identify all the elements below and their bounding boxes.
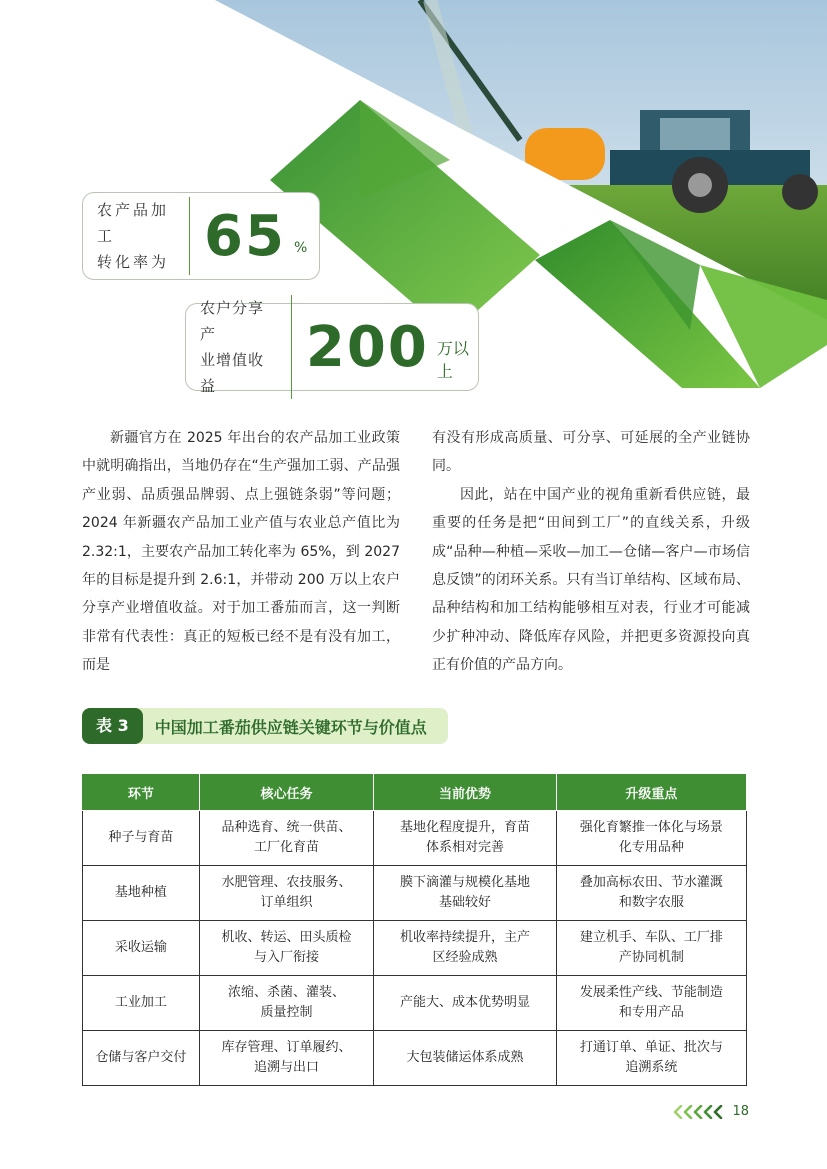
stat-card-farmer-benefit [185, 299, 479, 395]
page-number: 18 [732, 1104, 749, 1119]
table-cell: 强化育繁推一体化与场景 化专用品种 [556, 811, 746, 866]
page-footer [672, 1104, 749, 1119]
table-cell: 水肥管理、农技服务、 订单组织 [199, 866, 374, 921]
table-cell: 机收率持续提升，主产 区经验成熟 [374, 921, 556, 976]
column-header: 当前优势 [374, 774, 556, 811]
table-row [83, 811, 747, 866]
stat-label: 农产品加工 转化率为 [97, 197, 190, 275]
table-cell: 大包装储运体系成熟 [374, 1031, 556, 1086]
table-cell: 工业加工 [83, 976, 200, 1031]
paragraph: 有没有形成高质量、可分享、可延展的全产业链协同。 [432, 430, 750, 475]
table-cell: 打通订单、单证、批次与 追溯系统 [556, 1031, 746, 1086]
column-header: 环节 [83, 774, 200, 811]
table-cell: 膜下滴灌与规模化基地 基础较好 [374, 866, 556, 921]
table-header-row [83, 774, 747, 811]
supply-chain-table [82, 773, 747, 1086]
table-cell: 建立机手、车队、工厂排 产协同机制 [556, 921, 746, 976]
paragraph: 新疆官方在 2025 年出台的农产品加工业政策中就明确指出，当地仍存在“生产强加工弱、产品强产业弱、品质强品牌弱、点上强链条弱”等问题；2024 年新疆农产品加工业产值与农业总产值比为 2.32:1，主要农产品加工转化率为 65%，到 2027 年的目标是提升到 2.6:1，并带动 200 万以上农户分享产业增值收益。对于加工番茄而言，这一判断非常有代表性：真正的短板已经不是有没有加工，而是 [82, 430, 400, 674]
table-cell: 机收、转运、田头质检 与入厂衔接 [199, 921, 374, 976]
table-cell: 基地种植 [83, 866, 200, 921]
table-row [83, 866, 747, 921]
table-cell: 仓储与客户交付 [83, 1031, 200, 1086]
chevrons-left-icon [672, 1105, 726, 1119]
table-cell: 品种选育、统一供苗、 工厂化育苗 [199, 811, 374, 866]
column-header: 核心任务 [199, 774, 374, 811]
column-header: 升级重点 [556, 774, 746, 811]
body-text-right-column [432, 424, 750, 680]
stat-unit: 万以上 [436, 339, 469, 381]
stat-unit: % [293, 240, 308, 256]
stat-value: 200 [305, 314, 429, 380]
table-title: 中国加工番茄供应链关键环节与价值点 [154, 717, 427, 737]
table-caption [82, 708, 448, 744]
table-row [83, 921, 747, 976]
table-row [83, 1031, 747, 1086]
table-cell: 采收运输 [83, 921, 200, 976]
stat-label: 农户分享产 业增值收益 [200, 295, 292, 399]
table-cell: 基地化程度提升，育苗 体系相对完善 [374, 811, 556, 866]
stat-card-processing-rate [82, 192, 320, 280]
paragraph: 因此，站在中国产业的视角重新看供应链，最重要的任务是把“田间到工厂”的直线关系，升级成“品种—种植—采收—加工—仓储—客户—市场信息反馈”的闭环关系。只有当订单结构、区域布局、品种结构和加工结构能够相互对表，行业才可能减少扩种冲动、降低库存风险，并把更多资源投向真正有价值的产品方向。 [432, 486, 750, 674]
table-cell: 发展柔性产线、节能制造 和专用产品 [556, 976, 746, 1031]
table-cell: 产能大、成本优势明显 [374, 976, 556, 1031]
table-body [83, 811, 747, 1086]
body-text-left-column [82, 424, 400, 680]
stat-value: 65 [204, 203, 286, 269]
table-cell: 种子与育苗 [83, 811, 200, 866]
table-row [83, 976, 747, 1031]
table-cell: 叠加高标农田、节水灌溉 和数字农服 [556, 866, 746, 921]
table-cell: 浓缩、杀菌、灌装、 质量控制 [199, 976, 374, 1031]
table-cell: 库存管理、订单履约、 追溯与出口 [199, 1031, 374, 1086]
table-number-tag: 表 3 [82, 708, 143, 744]
